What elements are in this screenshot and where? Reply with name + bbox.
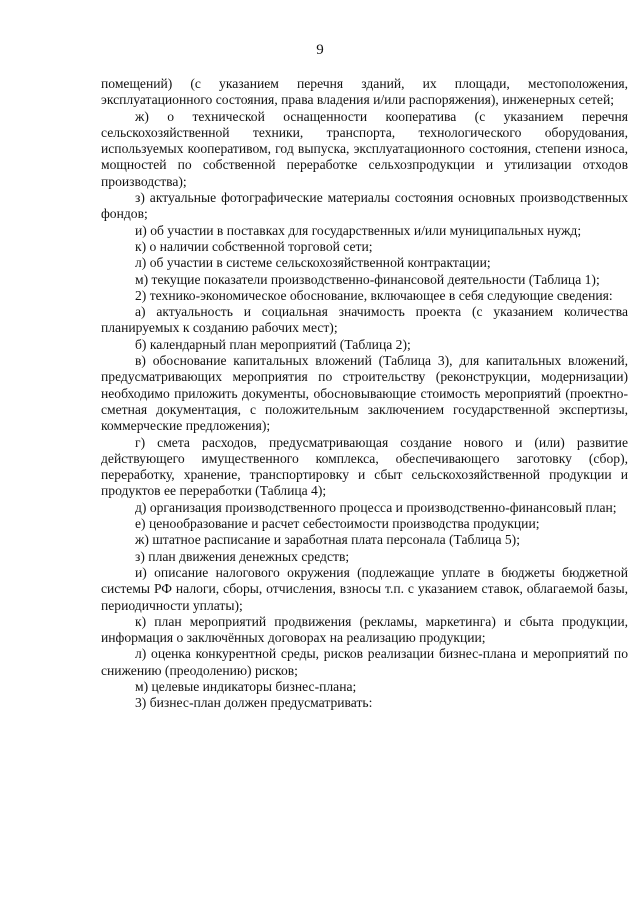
paragraph: к) план мероприятий продвижения (рекламы, маркетинга) и сбыта продукции, информация о заключённых договорах на реализацию продукции;	[101, 613, 628, 646]
paragraph: л) оценка конкурентной среды, рисков реализации бизнес-плана и мероприятий по снижению (преодолению) рисков;	[101, 646, 628, 678]
paragraph: ж) о технической оснащенности кооператива (с указанием перечня сельскохозяйственной техники, транспорта, технологического оборудования, используемых кооперативом, год выпуска, эксплуатационного состояния, степени износа, мощностей по собственной переработке сельхозпродукции и утилизации отходов производства);	[101, 108, 628, 189]
paragraph: г) смета расходов, предусматривающая создание нового и (или) развитие действующего имущественного комплекса, обеспечивающего заготовку (сбор), переработку, хранение, транспортировку и сбыт сельскохозяйственной продукции и продуктов ее переработки (Таблица 4);	[101, 434, 628, 499]
paragraph: 2) технико-экономическое обоснование, включающее в себя следующие сведения:	[135, 287, 613, 303]
paragraph: з) актуальные фотографические материалы состояния основных производственных фондов;	[101, 190, 628, 222]
paragraph: м) целевые индикаторы бизнес-плана;	[135, 678, 357, 694]
page-number: 9	[316, 42, 324, 58]
paragraph: а) актуальность и социальная значимость проекта (с указанием количества планируемых к созданию рабочих мест);	[101, 304, 628, 336]
paragraph: з) план движения денежных средств;	[135, 548, 350, 564]
paragraph: к) о наличии собственной торговой сети;	[135, 238, 373, 254]
paragraph: д) организация производственного процесса и производственно-финансовый план;	[135, 499, 617, 515]
paragraph: м) текущие показатели производственно-финансовой деятельности (Таблица 1);	[135, 271, 600, 287]
paragraph: е) ценообразование и расчет себестоимости производства продукции;	[135, 516, 540, 532]
document-body	[101, 76, 628, 712]
paragraph: 3) бизнес-план должен предусматривать:	[135, 695, 373, 711]
paragraph: помещений) (с указанием перечня зданий, их площади, местоположения, эксплуатационного состояния, права владения и/или распоряжения), инженерных сетей;	[101, 76, 628, 108]
paragraph: л) об участии в системе сельскохозяйственной контрактации;	[135, 255, 491, 271]
paragraph: ж) штатное расписание и заработная плата персонала (Таблица 5);	[135, 532, 520, 548]
paragraph: в) обоснование капитальных вложений (Таблица 3), для капитальных вложений, предусматривающих мероприятия по строительству (реконструкции, модернизации) необходимо приложить документы, обосновывающие стоимость мероприятий (проектно-сметная документация, с положительным заключением государственной экспертизы, коммерческие предложения);	[101, 353, 628, 434]
paragraph: и) об участии в поставках для государственных и/или муниципальных нужд;	[135, 222, 582, 238]
paragraph: и) описание налогового окружения (подлежащие уплате в бюджеты бюджетной системы РФ налоги, сборы, отчисления, взносы т.п. с указанием ставок, облагаемой базы, периодичности уплаты);	[101, 564, 628, 613]
paragraph: б) календарный план мероприятий (Таблица 2);	[135, 336, 411, 352]
